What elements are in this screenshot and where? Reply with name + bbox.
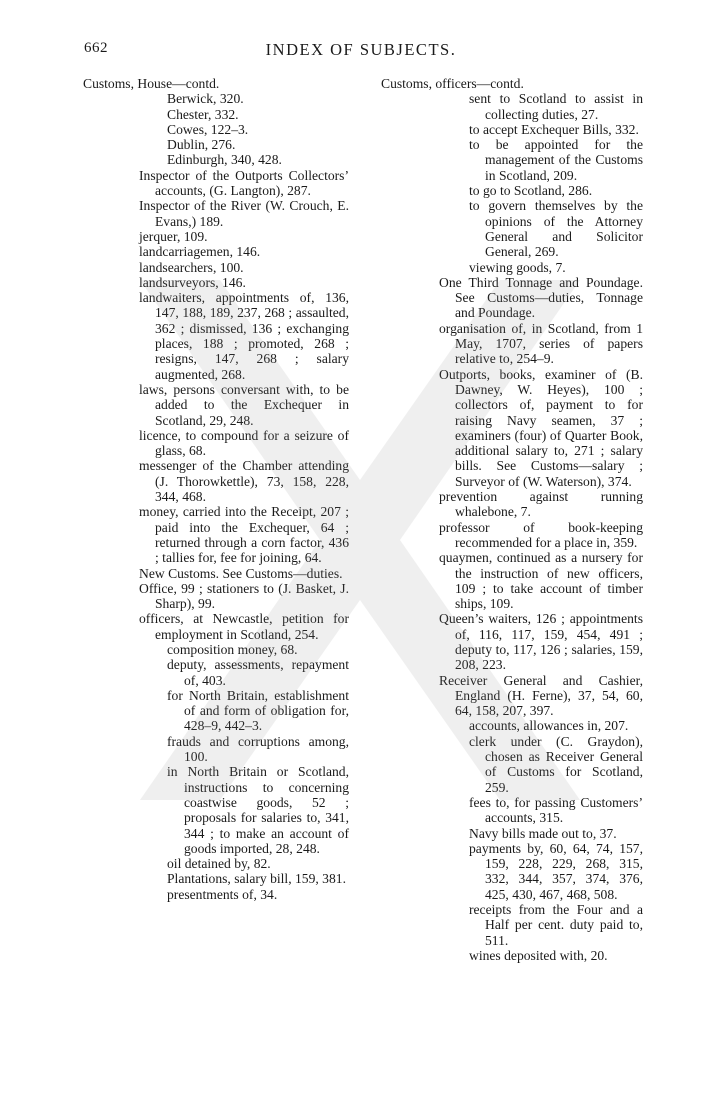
index-entry: Inspector of the Outports Collectors’ accounts, (G. Langton), 287. bbox=[139, 167, 349, 199]
index-entry: Cowes, 122–3. bbox=[167, 121, 249, 137]
index-entry: Outports, books, examiner of (B. Dawney, W. Heyes), 100 ; collectors of, payment to for raising Navy seamen, 37 ; examiners (four) of Quarter Book, additional salary to, 271 ; salary bills. See Customs—salary ; Surveyor of (W. Waterson), 374. bbox=[439, 366, 643, 489]
index-entry: accounts, allowances in, 207. bbox=[469, 718, 629, 734]
index-entry: receipts from the Four and a Half per cent. duty paid to, 511. bbox=[469, 902, 643, 948]
index-entry: landsearchers, 100. bbox=[139, 259, 244, 275]
index-entry: deputy, assessments, repayment of, 403. bbox=[167, 657, 349, 688]
index-column-right bbox=[381, 76, 643, 963]
index-entry: laws, persons conversant with, to be added to the Exchequer in Scotland, 29, 248. bbox=[139, 381, 349, 428]
index-entry: clerk under (C. Graydon), chosen as Receiver General of Customs for Scotland, 259. bbox=[469, 733, 643, 795]
index-entry: Edinburgh, 340, 428. bbox=[167, 152, 282, 168]
index-entry: oil detained by, 82. bbox=[167, 856, 271, 872]
index-entry: quaymen, continued as a nursery for the instruction of new officers, 109 ; to take account of timber ships, 109. bbox=[439, 550, 643, 612]
running-title: INDEX OF SUBJECTS. bbox=[265, 40, 457, 59]
index-entry: money, carried into the Receipt, 207 ; paid into the Exchequer, 64 ; returned through a corn factor, 436 ; tallies for, fee for joining, 64. bbox=[139, 504, 349, 566]
index-entry: wines deposited with, 20. bbox=[469, 947, 608, 963]
index-entry: to go to Scotland, 286. bbox=[469, 183, 593, 199]
index-entry: Navy bills made out to, 37. bbox=[469, 825, 617, 841]
index-entry: composition money, 68. bbox=[167, 641, 298, 657]
index-entry: Receiver General and Cashier, England (H. Ferne), 37, 54, 60, 64, 158, 207, 397. bbox=[439, 672, 643, 719]
index-entry: officers, at Newcastle, petition for employment in Scotland, 254. bbox=[139, 611, 349, 642]
index-entry: landsurveyors, 146. bbox=[139, 274, 246, 290]
index-entry: Inspector of the River (W. Crouch, E. Evans,) 189. bbox=[139, 198, 349, 229]
index-entry: Customs, officers—contd. bbox=[381, 76, 524, 91]
index-entry: organisation of, in Scotland, from 1 May, 1707, series of papers relative to, 254–9. bbox=[439, 320, 643, 367]
index-entry: for North Britain, establishment of and form of obligation for, 428–9, 442–3. bbox=[167, 687, 349, 734]
index-entry: payments by, 60, 64, 74, 157, 159, 228, 229, 268, 315, 332, 344, 357, 374, 376, 425, 430, 467, 468, 508. bbox=[469, 840, 643, 902]
index-entry: Customs, House—contd. bbox=[83, 76, 220, 91]
index-entry: fees to, for passing Customers’ accounts, 315. bbox=[469, 794, 643, 826]
index-entry: to govern themselves by the opinions of the Attorney General and Solicitor General, 269. bbox=[469, 198, 643, 260]
index-entry: Berwick, 320. bbox=[167, 91, 244, 107]
index-entry: presentments of, 34. bbox=[167, 886, 278, 902]
index-column-left bbox=[83, 76, 349, 902]
index-entry: to be appointed for the management of the Customs in Scotland, 209. bbox=[469, 137, 643, 183]
index-entry: sent to Scotland to assist in collecting duties, 27. bbox=[469, 91, 643, 122]
index-entry: Chester, 332. bbox=[167, 106, 239, 122]
index-entry: Queen’s waiters, 126 ; appointments of, 116, 117, 159, 454, 491 ; deputy to, 117, 126 ; salaries, 159, 208, 223. bbox=[439, 611, 643, 673]
index-entry: messenger of the Chamber attending (J. Thorowkettle), 73, 158, 228, 344, 468. bbox=[139, 458, 349, 505]
index-entry: licence, to compound for a seizure of glass, 68. bbox=[139, 427, 349, 459]
index-entry: in North Britain or Scotland, instructions to concerning coastwise goods, 52 ; proposals for salaries to, 341, 344 ; to make an account of goods imported, 28, 248. bbox=[167, 764, 349, 856]
index-entry: prevention against running whalebone, 7. bbox=[439, 489, 643, 520]
index-entry: Plantations, salary bill, 159, 381. bbox=[167, 871, 346, 887]
index-entry: to accept Exchequer Bills, 332. bbox=[469, 121, 639, 137]
index-entry: New Customs. See Customs—duties. bbox=[139, 565, 343, 581]
index-entry: professor of book-keeping recommended for a place in, 359. bbox=[439, 519, 643, 550]
index-entry: landwaiters, appointments of, 136, 147, 188, 189, 237, 268 ; assaulted, 362 ; dismissed, 136 ; exchanging places, 188 ; promoted, 268 ; resigns, 147, 268 ; salary augmented, 268. bbox=[139, 290, 349, 382]
index-entry: frauds and corruptions among, 100. bbox=[167, 733, 349, 765]
page-number: 662 bbox=[84, 40, 108, 56]
index-entry: jerquer, 109. bbox=[139, 228, 208, 244]
index-entry: Office, 99 ; stationers to (J. Basket, J. Sharp), 99. bbox=[139, 580, 349, 612]
index-entry: One Third Tonnage and Poundage. See Customs—duties, Tonnage and Poundage. bbox=[439, 274, 643, 321]
index-entry: Dublin, 276. bbox=[167, 137, 236, 153]
page-header bbox=[0, 40, 722, 70]
index-entry: viewing goods, 7. bbox=[469, 259, 566, 275]
index-entry: landcarriagemen, 146. bbox=[139, 244, 261, 260]
